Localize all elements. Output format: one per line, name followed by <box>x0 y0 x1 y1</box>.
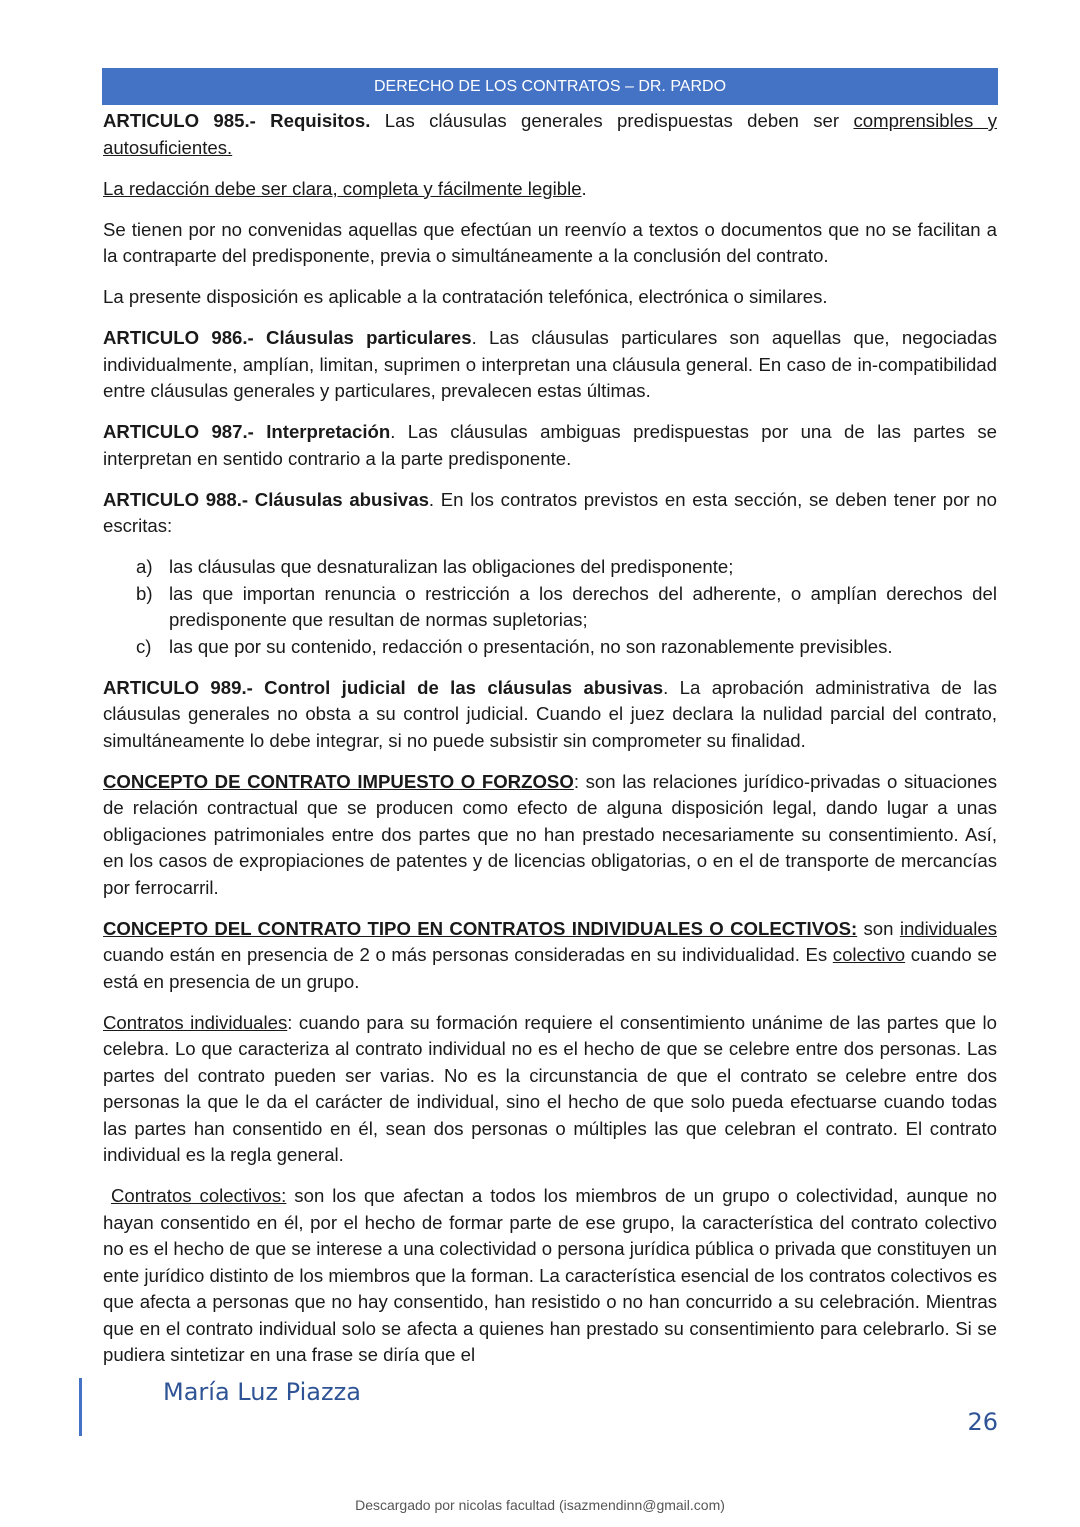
article-985-underlined: comprensibles y autosuficientes. <box>103 110 998 158</box>
page-header <box>102 68 998 105</box>
concepto-contrato-tipo <box>103 916 997 996</box>
contratos-individuales <box>103 1010 997 1169</box>
article-986-heading: ARTICULO 986.- Cláusulas particulares <box>103 327 472 348</box>
list-item-text: las que importan renuncia o restricción a los derechos del adherente, o amplían derechos del predisponente que resultan de normas supletorias; <box>169 582 997 630</box>
concepto-impuesto-text: : son las relaciones jurídico-privadas o situaciones de relación contractual que se producen como efecto de alguna disposición legal, dando lugar a unas obligaciones patrimoniales entre dos partes que no han prestado necesariamente su consentimiento. Así, en los casos de expropiaciones de patentes y de licencias obligatorias, o en el de transporte de mercancías por ferrocarril. <box>103 770 998 898</box>
author-name: María Luz Piazza <box>163 1378 361 1406</box>
article-987-text: . Las cláusulas ambiguas predispuestas por una de las partes se interpretan en sentido contrario a la parte predisponente. <box>103 421 997 469</box>
article-987-heading: ARTICULO 987.- Interpretación <box>103 421 391 442</box>
article-988 <box>103 487 997 540</box>
article-985-period: . <box>581 177 587 199</box>
list-item-text: las que por su contenido, redacción o presentación, no son razonablemente previsibles. <box>169 635 893 657</box>
download-note: Descargado por nicolas facultad (isazmendinn@gmail.com) <box>355 1497 725 1513</box>
article-985-text: Las cláusulas generales predispuestas deben ser <box>370 110 854 131</box>
document-body <box>103 108 997 1383</box>
article-985-paragraph-4: La presente disposición es aplicable a la contratación telefónica, electrónica o similares. <box>103 286 828 307</box>
contratos-colectivos-heading: Contratos colectivos: <box>110 1185 287 1206</box>
concepto-impuesto-heading: CONCEPTO DE CONTRATO IMPUESTO O FORZOSO <box>103 770 574 792</box>
article-986 <box>103 325 997 405</box>
contratos-colectivos <box>103 1183 997 1369</box>
article-988-list <box>103 554 997 660</box>
concepto-tipo-text: cuando están en presencia de 2 o más personas consideradas en su individualidad. Es <box>103 944 833 965</box>
article-989-heading: ARTICULO 989.- Control judicial de las cláusulas abusivas <box>103 676 664 698</box>
footer-accent-bar <box>79 1378 82 1436</box>
article-985-heading: ARTICULO 985.- Requisitos. <box>103 110 371 131</box>
concepto-tipo-text: son <box>857 917 900 939</box>
article-985-paragraph-2 <box>103 176 997 203</box>
list-item-marker: b) <box>136 582 153 604</box>
contratos-individuales-text: : cuando para su formación requiere el consentimiento unánime de las partes que lo celebra. Lo que caracteriza al contrato individual no es el hecho de que se celebre entre dos personas. Las partes del contrato pueden ser varias. No es la circunstancia de que el contrato se celebre entre dos personas la que le da el carácter de individual, sino el hecho de que solo pueda efectuarse cuando todas las partes han consentido en él, sean dos personas o múltiples las que celebran el contrato. El contrato individual es la regla general. <box>103 1011 997 1165</box>
article-988-text: . En los contratos previstos en esta sección, se deben tener por no escritas: <box>103 488 997 536</box>
article-989 <box>103 675 997 755</box>
header-title: DERECHO DE LOS CONTRATOS – DR. PARDO <box>373 77 727 95</box>
article-987 <box>103 419 997 472</box>
list-item <box>136 581 997 634</box>
article-985 <box>103 108 997 161</box>
article-985-legible-text: La redacción debe ser clara, completa y fácilmente legible <box>103 177 582 199</box>
page-number: 26 <box>967 1408 998 1436</box>
individuales-term: individuales <box>899 917 997 939</box>
article-988-heading: ARTICULO 988.- Cláusulas abusivas <box>103 488 429 510</box>
list-item <box>136 554 997 581</box>
article-985-paragraph-3: Se tienen por no convenidas aquellas que efectúan un reenvío a textos o documentos que no se facilitan a la contraparte del predisponente, previa o simultáneamente a la conclusión del contrato. <box>103 218 997 266</box>
colectivo-term: colectivo <box>832 944 906 965</box>
concepto-contrato-impuesto <box>103 769 997 902</box>
list-item-marker: c) <box>136 635 152 657</box>
article-989-text: . La aprobación administrativa de las cláusulas generales no obsta a su control judicial. Cuando el juez declara la nulidad parcial del contrato, simultáneamente lo debe integrar, si no puede subsistir sin comprometer su finalidad. <box>103 676 997 751</box>
list-item-text: las cláusulas que desnaturalizan las obligaciones del predisponente; <box>169 556 734 577</box>
article-986-text: . Las cláusulas particulares son aquellas que, negociadas individualmente, amplían, limitan, suprimen o interpretan una cláusula general. En caso de in-compatibilidad entre cláusulas generales y particulares, prevalecen estas últimas. <box>103 327 997 401</box>
concepto-tipo-heading: CONCEPTO DEL CONTRATO TIPO EN CONTRATOS INDIVIDUALES O COLECTIVOS: <box>103 917 858 939</box>
contratos-individuales-heading: Contratos individuales <box>103 1011 288 1033</box>
list-item <box>136 634 997 661</box>
contratos-colectivos-text: son los que afectan a todos los miembros de un grupo o colectividad, aunque no hayan consentido en él, por el hecho de formar parte de ese grupo, la característica del contrato colectivo no es el hecho de que se interese a una colectividad o persona jurídica pública o privada que constituyen un ente jurídico distinto de los miembros que la forman. La característica esencial de los contratos colectivos es que afecta a personas que no hay consentido, han resistido o no han concurrido a su celebración. Mientras que en el contrato individual solo se afecta a quienes han prestado su consentimiento para celebrarlo. Si se pudiera sintetizar en una frase se diría que el <box>103 1185 997 1365</box>
list-item-marker: a) <box>136 556 153 577</box>
concepto-tipo-text: cuando se está en presencia de un grupo. <box>103 944 997 992</box>
